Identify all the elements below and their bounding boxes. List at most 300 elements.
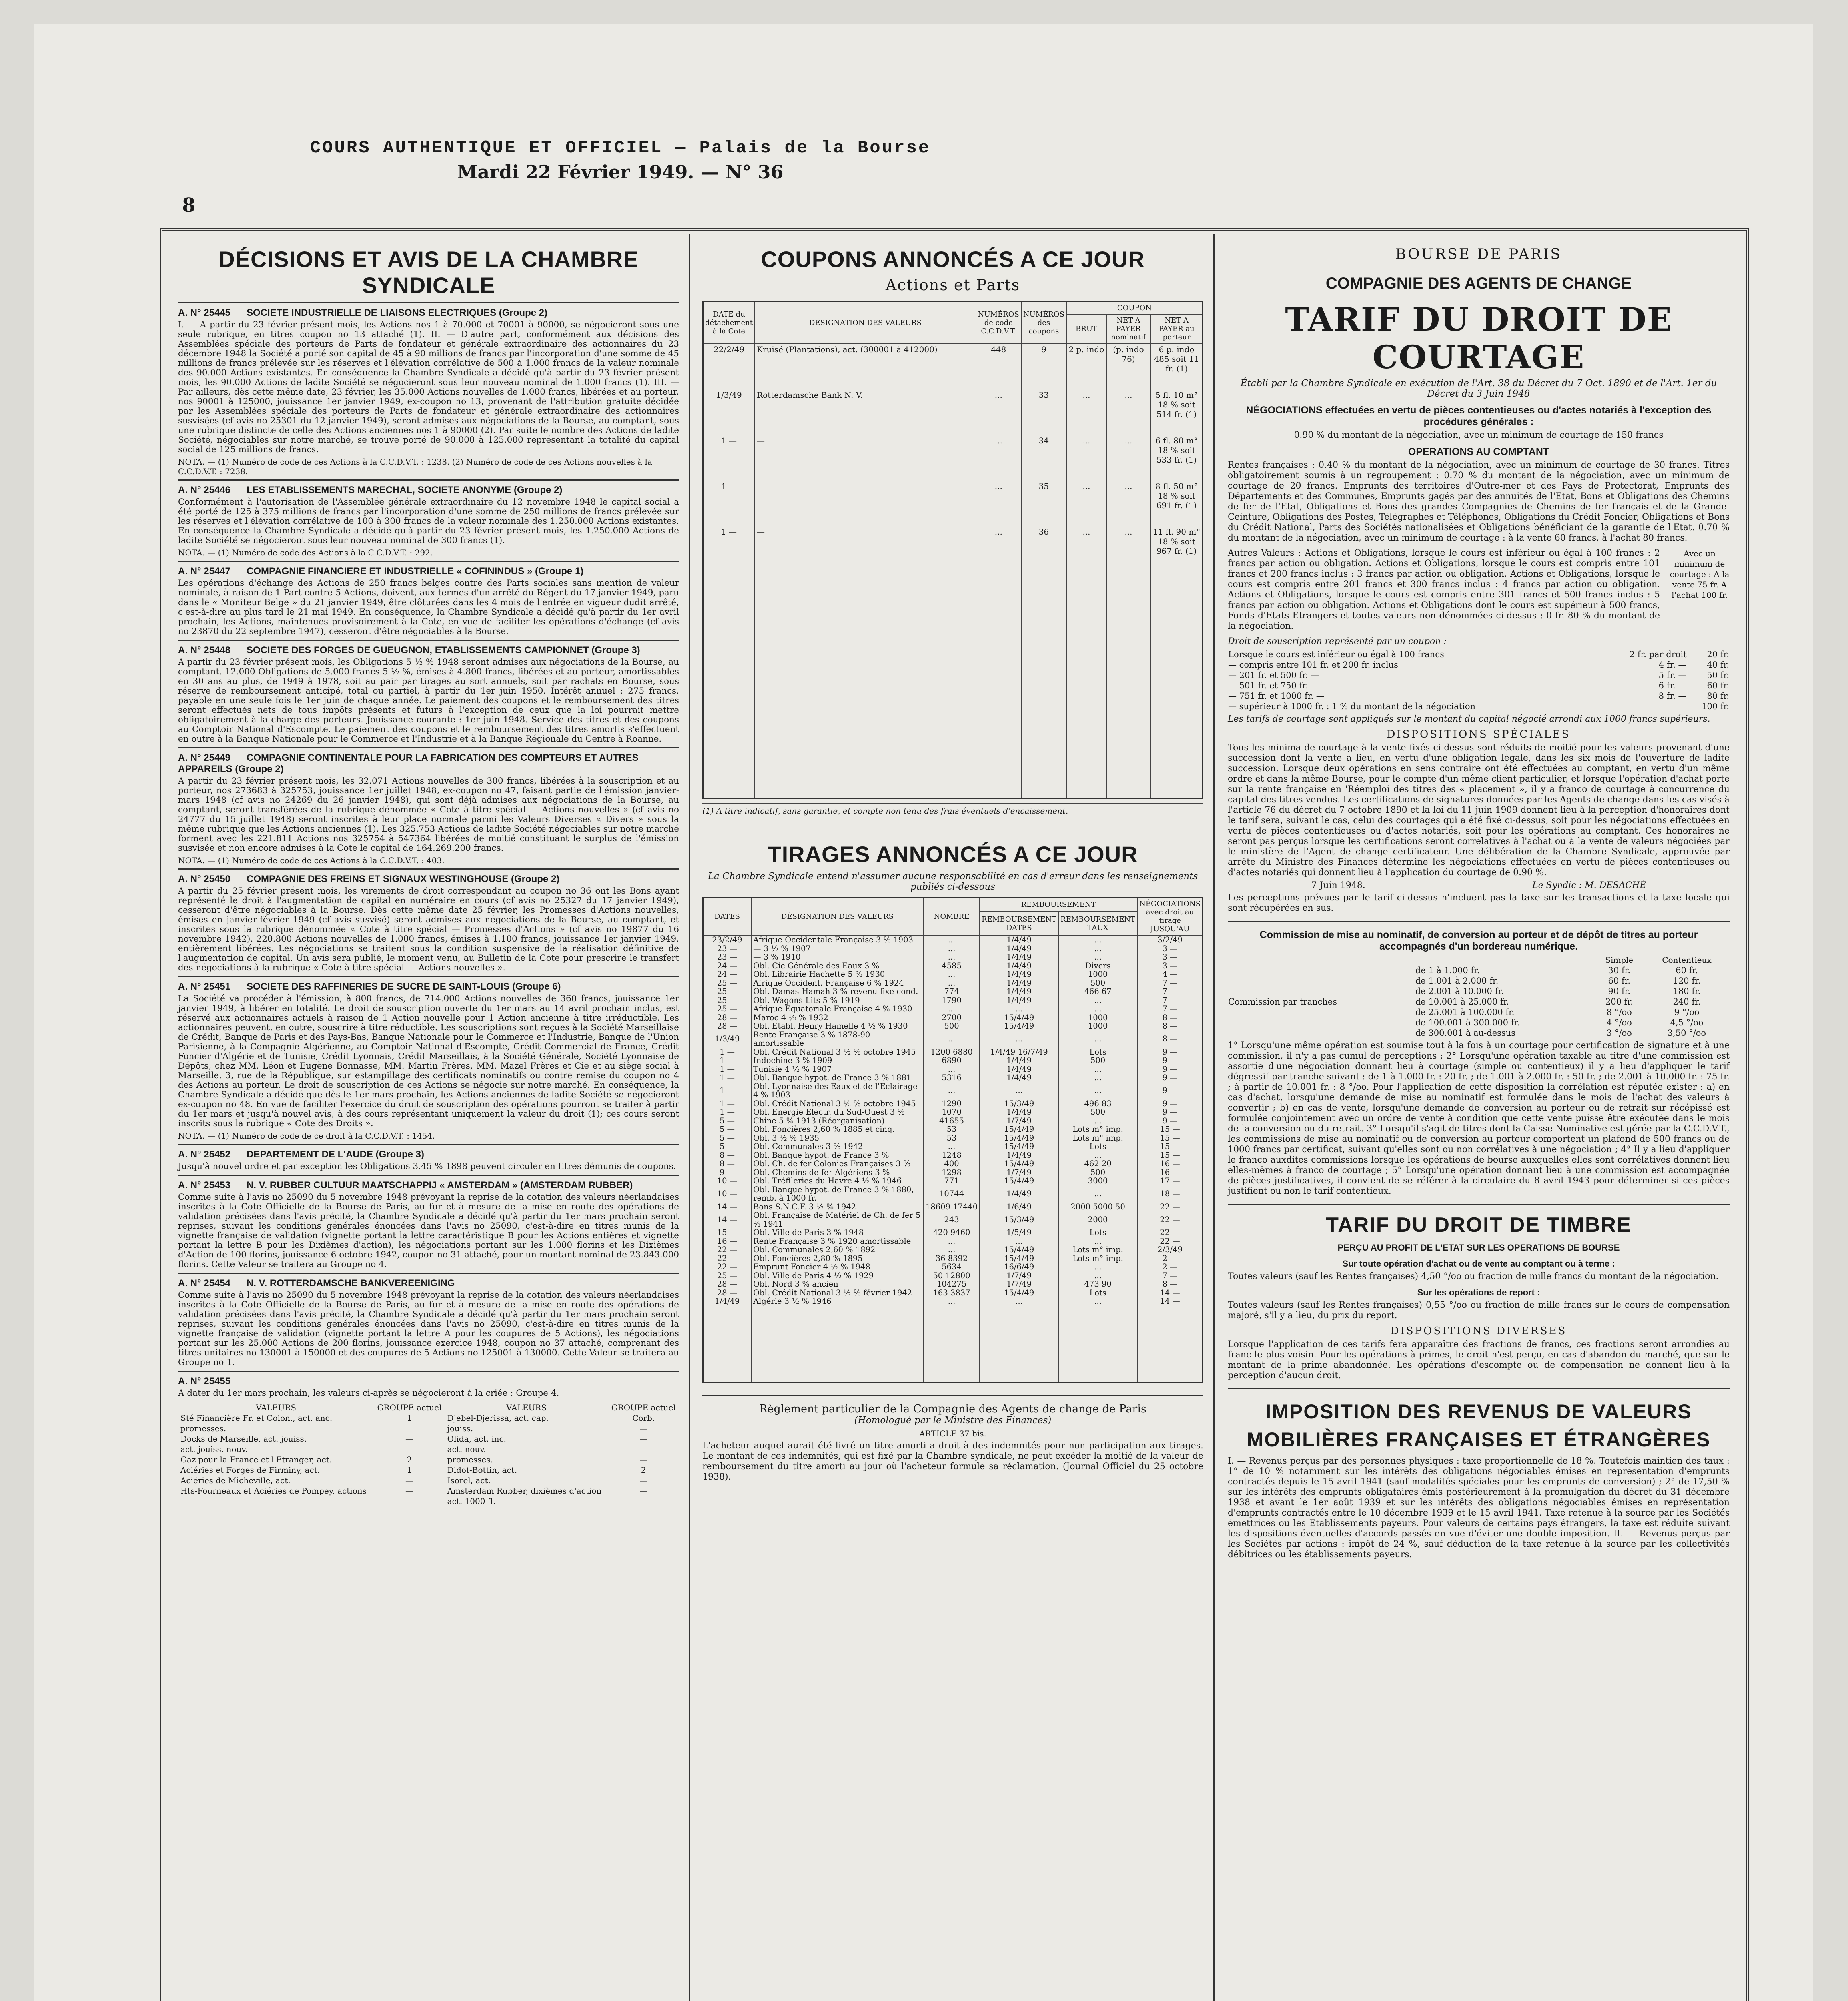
table-cell: Obl. Communales 2,60 % 1892 [751, 1245, 924, 1254]
timbre-heading-2: Sur les opérations de report : [1417, 1287, 1540, 1297]
table-row [1228, 996, 1730, 1007]
table-cell: 2000 5000 50 [1058, 1203, 1137, 1211]
table-row [1228, 986, 1730, 996]
table-cell: Obl. Wagons-Lits 5 % 1919 [751, 996, 924, 1005]
table-cell: 25 — [703, 987, 752, 996]
table-cell: 25 — [703, 1271, 752, 1280]
table-cell: 2 p. indo [1066, 343, 1106, 389]
table-cell: 7 — [1137, 1271, 1203, 1280]
negociations-heading: NÉGOCIATIONS effectuées en vertu de pièces contentieuses ou d'actes notariés à l'exception des procédures générales : [1246, 405, 1712, 427]
table-cell: 473 90 [1058, 1280, 1137, 1289]
commission-heading: Commission de mise au nominatif, de conversion au porteur et de dépôt de titres au porteur accompagnés d'un bordereau numérique. [1259, 929, 1698, 952]
avis-note: NOTA. — (1) Numéro de code de ces Actions à la C.C.D.V.T. : 1238. (2) Numéro de code de ces Actions nouvelles à la C.C.D.V.T. : 7238. [178, 457, 652, 476]
table-cell: 28 — [703, 1289, 752, 1297]
autres-valeurs-text: Autres Valeurs : Actions et Obligations, lorsque le cours est inférieur ou égal à 100 francs : 2 francs par action ou obligation. Actions et Obligations, lorsque le cours est compris entre 101 francs et 200 francs inclus : 3 francs par action ou obligation. Actions et Obligations, lorsque le cours est compris entre 201 francs et 300 francs inclus : 4 francs par action ou obligation. Actions et Obligations, lorsque le cours est compris entre 301 francs et 500 francs inclus : 5 francs par action ou obligation. Actions et Obligations dont le cours est supérieur à 500 francs, Fonds d'Etats Etrangers et toutes valeurs non dénommées ci-dessus : 0 fr. 80 % du montant de la négociation. [1228, 548, 1660, 631]
table-cell: 11 fl. 90 m° 18 % soit 967 fr. (1) [1150, 526, 1203, 572]
table-cell: 1 [407, 1465, 412, 1475]
table-cell: ... [1058, 996, 1137, 1005]
table-cell: act. nouv. [447, 1444, 486, 1454]
table-cell: 10 — [703, 1177, 752, 1185]
table-cell: Obl. Librairie Hachette 5 % 1930 [751, 970, 924, 979]
avis-header [178, 307, 679, 319]
avis-body: A partir du 25 février présent mois, les virements de droit correspondant au coupon no 36 ont les Bons ayant représenté le droit à l'augmentation de capital en numéraire en cours (cf avis no 25327 du 17 janvier 1949), cesseront d'être négociables à la Bourse. Dès cette même date 25 février, les Promesses d'Actions nouvelles, émises en janvier-février 1949 (cf avis susvisé) seront admises aux négociations de la Bourse, au comptant, et inscrites sous la rubrique dénommée « Cote à titre spécial — Promesses d'Actions » (cf avis no 19877 du 16 novembre 1942). 220.800 Actions nouvelles de 1.000 francs, émises à 1.100 francs, jouissance 1er janvier 1949, entièrement libérées. Les négociations se traitent sous la condition suspensive de la réalisation définitive de l'augmentation de capital. Un avis sera publié, le moment venu, au Bulletin de la Cote pour prescrire le transfert des négociations à la rubrique « Cote à titre spécial — Actions nouvelles ». [178, 886, 679, 973]
table-cell: 9 — [1137, 1048, 1203, 1057]
table-cell: 1/4/49 [980, 1108, 1058, 1117]
table-row [703, 1185, 1203, 1203]
avis-company: SOCIETE INDUSTRIELLE DE LIAISONS ELECTRIQUES (Groupe 2) [247, 307, 548, 318]
table-cell: Corb. [632, 1413, 655, 1423]
table-cell: 163 3837 [924, 1289, 980, 1297]
group-table [178, 1402, 679, 1506]
avis-item [178, 640, 679, 747]
tirages-title: TIRAGES ANNONCÉS A CE JOUR [768, 842, 1138, 867]
table-cell: — [405, 1486, 413, 1496]
table-cell: 3 — [1137, 962, 1203, 970]
table-row [178, 1454, 679, 1465]
table-cell: 15 — [1137, 1142, 1203, 1151]
droit-table [1228, 649, 1730, 712]
table-row [703, 979, 1203, 988]
commission-col-simple: Simple [1605, 955, 1634, 965]
avis-body: Comme suite à l'avis no 25090 du 5 novembre 1948 prévoyant la reprise de la cotation des valeurs néerlandaises inscrites à la Cote Officielle de la Bourse de Paris, au fur et à mesure de la mise en route des opérations de validation précisées dans l'avis précité, la Chambre Syndicale a décidé qu'à partir du 1er mars prochain seront reprises, suivant les conditions générales énoncées dans l'avis no 25090, c'est-à-dire en titres munis de la vignette française de validation (vignette portant la lettre A pour les coupures de 5 Actions), les négociations portant sur les 25.000 Actions de 200 florins, jouissance exercice 1948, coupon no 37 attaché, comprenant des titres unitaires no 130001 à 150000 et des coupures de 5 Actions no 125001 à 130000. Cette Valeur se traitera au Groupe no 1. [178, 1290, 679, 1367]
table-cell: ... [1058, 1297, 1137, 1306]
table-cell: 1/3/49 [703, 1031, 752, 1048]
avis-item [178, 1371, 679, 1402]
table-cell: 4 — [1137, 970, 1203, 979]
operations-text: Rentes françaises : 0.40 % du montant de la négociation, avec un minimum de courtage de 30 francs. Titres obligatoirement soumis à un regroupement : 0.70 % du montant de la négociation, avec un minimum de courtage de 20 francs. Emprunts des territoires d'Outre-mer et des Pays de Protectorat, Emprunts des Départements et des Communes, Emprunts gagés par des annuités de l'Etat, Bons et Obligations des Chemins de fer de l'Etat, Obligations et Bons des grandes Compagnies de Chemins de fer français et de la Grande-Ceinture, Obligations des Postes, Télégraphes et Téléphones, Obligations du Crédit Foncier, Obligations et Bons du Crédit National, Parts des Sociétés nationalisées et Obligations bénéficiant de la garantie de l'Etat. 0.70 % du montant de la négociation, avec un minimum de courtage : à la vente 60 francs, à l'achat 80 francs. [1228, 460, 1730, 543]
table-cell: Obl. Damas-Hamah 3 % revenu fixe cond. [751, 987, 924, 996]
table-cell: 771 [924, 1177, 980, 1185]
table-cell [1600, 701, 1687, 712]
table-cell: 500 [1058, 1108, 1137, 1117]
table-cell: 1790 [924, 996, 980, 1005]
table-cell: ... [924, 1142, 980, 1151]
table-cell: 3000 [1058, 1177, 1137, 1185]
coupons-table [702, 301, 1203, 799]
avis-body: Conformément à l'autorisation de l'Assemblée générale extraordinaire du 12 novembre 1948 le capital social a été porté de 125 à 375 millions de francs par l'incorporation d'une somme de 250 millions de francs prélevée sur les réserves et l'élévation corrélative de 100 à 300 francs de la valeur nominale des 1.250.000 Actions existantes. En conséquence la Chambre Syndicale a décidé qu'à partir du 23 février présent mois, les 1.250.000 Actions de ladite Société se négocieront sous leur nouveau nominal de 300 francs (1). [178, 497, 679, 545]
table-cell: Obl. Banque hypot. de France 3 % 1880, remb. à 1000 fr. [751, 1185, 924, 1203]
table-cell: 18 — [1137, 1185, 1203, 1203]
table-cell: Gaz pour la France et l'Etranger, act. [180, 1455, 332, 1464]
avis-header [178, 485, 679, 496]
table-cell: de 1.001 à 2.000 fr. [1415, 976, 1499, 986]
avis-number: A. N° 25446 [178, 485, 231, 495]
table-cell: Lots m° imp. [1058, 1245, 1137, 1254]
table-cell: 90 fr. [1608, 986, 1631, 996]
table-cell: ... [1058, 1005, 1137, 1013]
tirages-table [702, 897, 1203, 1383]
avis-header [178, 1149, 679, 1160]
table-cell: 1000 [1058, 970, 1137, 979]
table-cell: 9 — [1137, 1056, 1203, 1065]
avis-body: A partir du 23 février présent mois, les 32.071 Actions nouvelles de 300 francs, libérées à la souscription et au porteur, nos 273683 à 325753, jouissance 1er juillet 1948, ex-coupon no 47, faisant partie de l'émission janvier-mars 1948 (cf avis no 24269 du 26 janvier 1948), qui sont déjà admises aux négociations de la Bourse, au comptant, seront transférées de la rubrique dénommée « Cote à titre spécial — Actions nouvelles » (cf avis no 24777 du 15 juillet 1948) seront inscrites à leur place normale parmi les Valeurs Diverses « Divers » sous la même rubrique que les Actions anciennes (1). Les 325.753 Actions de ladite Société négociables sur notre marché forment avec les 221.811 Actions nos 325754 à 547364 libérées de moitié constituant le surplus de l'émission susvisée et non encore admises à la Cote le capital de 164.269.200 francs. [178, 776, 679, 853]
table-cell: Obl. Banque hypot. de France 3 % [751, 1151, 924, 1160]
table-row [703, 1125, 1203, 1134]
table-cell: ... [1058, 1185, 1137, 1203]
table-cell: — [639, 1496, 648, 1506]
table-cell: 15/4/49 [980, 1125, 1058, 1134]
avis-header [178, 1278, 679, 1289]
table-cell: Docks de Marseille, act. jouiss. [180, 1434, 307, 1444]
table-cell: Lorsque le cours est inférieur ou égal à 100 francs [1228, 650, 1444, 659]
table-cell: 8 fl. 50 m° 18 % soit 691 fr. (1) [1150, 481, 1203, 526]
table-cell: — 3 % 1910 [751, 953, 924, 962]
avis-item [178, 302, 679, 479]
table-cell: 22 — [1137, 1237, 1203, 1246]
table-row [178, 1423, 679, 1434]
table-cell: Amsterdam Rubber, dixièmes d'action [447, 1486, 602, 1496]
tirages-col-negociations: NÉGOCIATIONS avec droit au tirage JUSQU'AU [1137, 898, 1203, 936]
table-cell: ... [924, 1237, 980, 1246]
table-cell: 1 — [703, 1099, 752, 1108]
table-cell: 17 — [1137, 1177, 1203, 1185]
table-cell: Rente Française 3 % 1920 amortissable [751, 1237, 924, 1246]
diverses-text: Lorsque l'application de ces tarifs fera apparaître des fractions de francs, ces fractions seront arrondies au franc le plus voisin. Pour les opérations à primes, le droit n'est perçu, en cas d'abandon du marché, que sur le montant de la prime abandonnée. Les opérations d'escompte ou de compensation ne donnent lieu à la perception d'aucun droit. [1228, 1339, 1730, 1381]
table-cell: Divers [1058, 962, 1137, 970]
tirages-col-rb-dates: REMBOURSEMENT DATES [980, 912, 1058, 935]
table-cell: 6 fl. 80 m° 18 % soit 533 fr. (1) [1150, 435, 1203, 481]
avis-company: DEPARTEMENT DE L'AUDE (Groupe 3) [247, 1149, 424, 1160]
table-cell: Lots [1058, 1228, 1137, 1237]
table-cell: 2 fr. par droit [1629, 650, 1687, 659]
table-cell: 25 — [703, 979, 752, 988]
table-cell: Obl. Communales 3 % 1942 [751, 1142, 924, 1151]
table-row [178, 1413, 679, 1423]
table-cell: 448 [976, 343, 1021, 389]
table-cell: Algérie 3 ½ % 1946 [751, 1297, 924, 1306]
table-cell: Obl. Tréfileries du Havre 4 ½ % 1946 [751, 1177, 924, 1185]
table-row [1228, 660, 1730, 670]
reglement-title: Règlement particulier de la Compagnie des Agents de change de Paris [759, 1402, 1146, 1415]
timbre-text-2: Toutes valeurs (sauf les Rentes françaises) 0,55 °/oo ou fraction de mille francs sur le cours de compensation majoré, s'il y a lieu, du prix du report. [1228, 1300, 1730, 1321]
avis-item [178, 868, 679, 976]
table-cell: Tunisie 4 ½ % 1907 [751, 1065, 924, 1074]
table-cell: ... [1058, 935, 1137, 944]
table-cell: 120 fr. [1673, 976, 1701, 986]
table-cell: 200 fr. [1605, 997, 1633, 1007]
table-cell: 1/7/49 [980, 1117, 1058, 1125]
table-cell: 8 — [703, 1159, 752, 1168]
table-cell: Obl. Crédit National 3 ½ % octobre 1945 [751, 1048, 924, 1057]
table-cell: 1/4/49 [980, 953, 1058, 962]
avis-header [178, 566, 679, 577]
table-cell: 1 — [703, 1108, 752, 1117]
table-cell: 1/4/49 [980, 987, 1058, 996]
table-cell: 5 fr. — [1658, 670, 1687, 680]
avis-company: LES ETABLISSEMENTS MARECHAL, SOCIETE ANONYME (Groupe 2) [247, 485, 563, 495]
avis-body: I. — A partir du 23 février présent mois, les Actions nos 1 à 70.000 et 70001 à 90000, se négocieront sous une seule rubrique, en titres coupon no 13 attaché (1). II. — D'autre part, conformément aux décisions des Assemblées spéciale des porteurs de Parts de fondateur et générale extraordinaire des actionnaires du 23 décembre 1948 la Société a porté son capital de 45 à 90 millions de francs par l'incorporation d'une somme de 45 millions de francs prélevée sur les réserves et l'élévation corrélative de 500 à 1.000 francs de la valeur nominale des 90.000 Actions existantes. En conséquence la Chambre Syndicale a décidé qu'à partir du 23 février présent mois, les 90.000 Actions de ladite Société se négocieront sous leur nouveau nominal de 1.000 francs (1). III. — Par ailleurs, dès cette même date, 23 février, les 35.000 Actions nouvelles de 1.000 francs, libérées et au porteur, nos 90001 à 125000, jouissance 1er janvier 1949, ex-coupon no 13, provenant de l'attribution gratuite décidée par les Assemblées spéciale des porteurs de Parts de fondateur et générale extraordinaire des actionnaires susvisées (cf avis no 25301 du 12 janvier 1949), seront admises aux négociations de la Bourse, au comptant, sous une rubrique distincte de celle des Actions anciennes nos 1 à 90000 (2). Par suite le nombre des Actions de ladite Société, négociables sur notre marché, se trouve porté de 90.000 à 125.000 représentant la totalité du capital social de 125 millions de francs. [178, 320, 679, 455]
table-cell: 10 — [703, 1185, 752, 1203]
table-cell: 53 [924, 1125, 980, 1134]
avis-number: A. N° 25453 [178, 1180, 231, 1191]
table-cell: 34 [1021, 435, 1066, 481]
table-cell: 1248 [924, 1151, 980, 1160]
table-cell: 3/2/49 [1137, 935, 1203, 944]
group-col-header: VALEURS [506, 1403, 547, 1412]
table-cell: Aciéries de Micheville, act. [180, 1476, 291, 1485]
table-cell: 22 — [703, 1245, 752, 1254]
table-cell: 22 — [1137, 1203, 1203, 1211]
table-cell: 16 — [1137, 1159, 1203, 1168]
table-cell: 9 °/oo [1674, 1007, 1700, 1017]
coupons-title: COUPONS ANNONCÉS A CE JOUR [761, 247, 1145, 272]
table-cell: Isorel, act. [447, 1476, 491, 1485]
table-cell: 2000 [1058, 1211, 1137, 1228]
table-row [1228, 670, 1730, 680]
table-row [703, 1134, 1203, 1143]
avis-item [178, 1144, 679, 1175]
table-cell: Emprunt Foncier 4 ½ % 1948 [751, 1263, 924, 1271]
table-cell: 6 p. indo 485 soit 11 fr. (1) [1150, 343, 1203, 389]
tirages-col-dates: DATES [703, 898, 752, 936]
table-row [703, 1142, 1203, 1151]
table-cell: 243 [924, 1211, 980, 1228]
diverses-heading: DISPOSITIONS DIVERSES [1390, 1325, 1567, 1337]
table-cell: 16 — [703, 1237, 752, 1246]
avis-company: N. V. RUBBER CULTUUR MAATSCHAPPIJ « AMSTERDAM » (AMSTERDAM RUBBER) [247, 1180, 633, 1191]
coupons-col-nominatif: NET A PAYER nominatif [1106, 314, 1150, 343]
table-row [703, 481, 1203, 526]
table-cell: 500 [1058, 1168, 1137, 1177]
table-cell: Obl. Lyonnaise des Eaux et de l'Eclairage 4 % 1903 [751, 1082, 924, 1099]
avis-body: Les opérations d'échange des Actions de 250 francs belges contre des Parts sociales sans mention de valeur nominale, à raison de 1 Part contre 5 Actions, doivent, aux termes d'un arrêté du Régent du 17 janvier 1949, paru dans le « Moniteur Belge » du 21 janvier 1949, être clôturées dans les 4 mois de l'entrée en vigueur dudit arrêté, c'est-à-dire au plus tard le 21 mai 1949. En conséquence, la Chambre Syndicale a décidé qu'à partir du 1er avril prochain, les Actions, maintenues provisoirement à la Cote, en vue de faciliter les opérations d'échange (cf avis no 23870 du 22 septembre 1947), cesseront d'être négociables à la Bourse. [178, 578, 679, 636]
table-cell: 14 — [703, 1211, 752, 1228]
table-row [703, 987, 1203, 996]
table-row [703, 1254, 1203, 1263]
table-cell: 9 — [1137, 1108, 1203, 1117]
table-cell: 24 — [703, 970, 752, 979]
table-cell: Djebel-Djerissa, act. cap. [447, 1413, 549, 1423]
avis-number: A. N° 25447 [178, 566, 231, 577]
table-cell: 8 — [1137, 1031, 1203, 1048]
table-cell: — [639, 1486, 648, 1496]
table-row [703, 1065, 1203, 1074]
table-cell: 1/4/49 [980, 962, 1058, 970]
table-cell: 9 — [1137, 1117, 1203, 1125]
table-cell: ... [1058, 1117, 1137, 1125]
table-cell: 9 — [1137, 1065, 1203, 1074]
table-cell: Didot-Bottin, act. [447, 1465, 517, 1475]
table-cell: — 201 fr. et 500 fr. — [1228, 670, 1319, 680]
table-cell: 1/4/49 16/7/49 [980, 1048, 1058, 1057]
reglement-subtitle: (Homologué par le Ministre des Finances) [854, 1415, 1052, 1426]
table-cell: 15/3/49 [980, 1099, 1058, 1108]
table-cell: 8 fr. — [1658, 691, 1687, 701]
table-cell: — [639, 1455, 648, 1464]
table-cell: — [639, 1434, 648, 1444]
coupons-footnote: (1) A titre indicatif, sans garantie, et compte non tenu des frais éventuels d'encaissement. [702, 803, 1203, 816]
avis-item [178, 747, 679, 868]
commission-table [1228, 955, 1730, 1038]
avis-body: A dater du 1er mars prochain, les valeurs ci-après se négocieront à la criée : Groupe 4. [178, 1388, 559, 1398]
avis-number: A. N° 25452 [178, 1149, 231, 1160]
avis-list [178, 302, 679, 1402]
table-cell: 36 [1021, 526, 1066, 572]
table-cell: 3 — [1137, 944, 1203, 953]
table-cell: — supérieur à 1000 fr. : 1 % du montant de la négociation [1228, 702, 1475, 711]
table-cell: 1298 [924, 1168, 980, 1177]
table-cell: 1/6/49 [980, 1203, 1058, 1211]
tirages-col-remboursement: REMBOURSEMENT [980, 898, 1137, 912]
table-cell: 500 [1058, 1056, 1137, 1065]
table-cell: ... [980, 1082, 1058, 1099]
table-cell: 15/4/49 [980, 1159, 1058, 1168]
table-cell: — [639, 1444, 648, 1454]
table-row [1228, 965, 1730, 976]
table-cell: Obl. Cie Générale des Eaux 3 % [751, 962, 924, 970]
avis-number: A. N° 25450 [178, 874, 231, 884]
table-cell: 25 — [703, 996, 752, 1005]
table-cell: 5 — [703, 1134, 752, 1143]
table-cell: Lots [1058, 1289, 1137, 1297]
table-cell: 22/2/49 [703, 343, 755, 389]
table-row [178, 1444, 679, 1454]
table-cell: 9 — [1137, 1082, 1203, 1099]
avis-company: N. V. ROTTERDAMSCHE BANKVEREENIGING [247, 1278, 455, 1289]
table-cell: 5 — [703, 1117, 752, 1125]
imposition-text: I. — Revenus perçus par des personnes physiques : taxe proportionnelle de 18 %. Toutefois maintien des taux : 1° de 10 % notamment sur les intérêts des obligations négociables émises en représentation d'emprunts contractés depuis le 15 avril 1941 (sauf modalités spéciales pour les emprunts de conversion) ; 2° de 17,50 % sur les intérêts des emprunts obligataires émis postérieurement à la promulgation du décret du 31 décembre 1938 et avant le 1er août 1939 et sur les intérêts des obligations négociables émises en représentation d'emprunts contractés entre le 10 décembre 1939 et le 15 avril 1941. Taxe retenue à la source par les Sociétés émettrices ou les Etablissements payeurs. Pour valeurs de certains pays étrangers, la taxe est réduite suivant les dispositions éventuelles d'accords passés en vue d'éviter une double imposition. II. — Revenus perçus par les Sociétés par actions : impôt de 24 %, sauf déduction de la taxe retenue à la source par les collectivités débitrices ou les établissements payeurs. [1228, 1456, 1730, 1560]
table-cell: ... [924, 1031, 980, 1048]
page-header [120, 138, 1120, 183]
table-row [703, 1168, 1203, 1177]
table-cell [374, 1496, 445, 1506]
table-cell: ... [924, 1005, 980, 1013]
table-cell: ... [1058, 1073, 1137, 1082]
table-cell: 15/3/49 [980, 1211, 1058, 1228]
avis-item [178, 1273, 679, 1371]
table-cell: ... [1058, 1271, 1137, 1280]
droit-heading: Droit de souscription représenté par un coupon : [1228, 636, 1447, 646]
table-cell: 7 — [1137, 987, 1203, 996]
tirages-col-rb-taux: REMBOURSEMENT TAUX [1058, 912, 1137, 935]
group-col-header: GROUPE actuel [611, 1403, 676, 1412]
table-cell: 240 fr. [1673, 997, 1701, 1007]
table-cell: — [639, 1476, 648, 1485]
table-cell: 80 fr. [1707, 691, 1729, 701]
table-cell: ... [1058, 1151, 1137, 1160]
bourse-heading: BOURSE DE PARIS [1395, 246, 1562, 263]
table-cell: de 300.001 à au-dessus [1415, 1028, 1515, 1038]
table-cell: 35 [1021, 481, 1066, 526]
table-cell: 15/4/49 [980, 1134, 1058, 1143]
table-cell: ... [976, 526, 1021, 572]
table-cell: 1 — [703, 1065, 752, 1074]
table-cell: 774 [924, 987, 980, 996]
table-row [1228, 1017, 1730, 1028]
coupons-col-porteur: NET A PAYER au porteur [1150, 314, 1203, 343]
table-cell: de 1 à 1.000 fr. [1415, 966, 1480, 975]
table-cell: 2 — [1137, 1254, 1203, 1263]
table-cell: Lots m° imp. [1058, 1134, 1137, 1143]
table-cell: 1 — [703, 481, 755, 526]
table-cell: ... [924, 1245, 980, 1254]
avis-number: A. N° 25445 [178, 307, 231, 318]
table-cell: Sté Financière Fr. et Colon., act. anc. [180, 1413, 333, 1423]
tirages-subtitle: La Chambre Syndicale entend n'assumer aucune responsabilité en cas d'erreur dans les renseignements publiés ci-dessous [708, 871, 1198, 892]
table-cell: 180 fr. [1673, 986, 1701, 996]
table-cell: Chine 5 % 1913 (Réorganisation) [751, 1117, 924, 1125]
table-cell: 14 — [703, 1203, 752, 1211]
table-cell: 7 — [1137, 1005, 1203, 1013]
table-cell: 462 20 [1058, 1159, 1137, 1168]
tarif-date: 7 Juin 1948. [1311, 880, 1365, 890]
table-cell: 25 — [703, 1005, 752, 1013]
table-cell: 420 9460 [924, 1228, 980, 1237]
column-tarifs [1217, 234, 1741, 2001]
table-cell: Obl. Ville de Paris 4 ½ % 1929 [751, 1271, 924, 1280]
avis-body: Comme suite à l'avis no 25090 du 5 novembre 1948 prévoyant la reprise de la cotation des valeurs néerlandaises inscrites à la Cote Officielle de la Bourse de Paris, au fur et à mesure de la mise en route des opérations de validation précisées dans l'avis précité, la Chambre Syndicale a décidé qu'à partir du 1er mars prochain seront reprises, suivant les conditions générales énoncées dans l'avis no 25090, c'est-à-dire en titres munis de la vignette française de validation (vignette portant la lettre caractéristique B pour les Actions entières et vignette portant la lettre B pour les Dixièmes d'action), les négociations portant sur les 1.000 florins et les Dixièmes d'Action de 100 florins, jouissance 6 octobre 1942, coupon no 31 attaché, pour un montant nominal de 23.843.000 florins. Cette Valeur se traitera au Groupe no 4. [178, 1192, 679, 1269]
table-cell: 30 fr. [1608, 966, 1631, 975]
table-row [703, 389, 1203, 435]
table-cell: ... [1106, 389, 1150, 435]
table-row [703, 1056, 1203, 1065]
table-cell: 1/4/49 [980, 935, 1058, 944]
coupons-col-code: NUMÉROS de code C.C.D.V.T. [976, 302, 1021, 344]
table-cell: 23/2/49 [703, 935, 752, 944]
avis-body: La Société va procéder à l'émission, à 800 francs, de 714.000 Actions nouvelles de 360 francs, jouissance 1er janvier 1949, à libérer en totalité. Le droit de souscription ouverte du 1er mars au 14 avril prochain inclus, est réservé aux actionnaires actuels à raison de 1 Action nouvelle pour 1 Action ancienne à titre irréductible. Les actionnaires peuvent, en outre, souscrire à titre réductible. Les souscriptions sont reçues à la Société Marseillaise de Crédit, Banque de Paris et des Pays-Bas, Banque Nationale pour le Commerce et l'Industrie, Banque de l'Union Parisienne, à la Compagnie Algérienne, au Comptoir National d'Escompte, Crédit Commercial de France, Crédit Foncier d'Algérie et de Tunisie, Crédit Lyonnais, Crédit Marseillais, à la Société Générale, Société Lyonnaise de Dépôts, chez MM. Léon et Eugène Bonnasse, MM. Martin Frères, MM. Mazel Frères et Cie et au siège social à Marseille, 3, rue de la République, sur estampillage des certificats nominatifs ou contre remise du coupon no 4 des Actions au porteur. Le droit de souscription de ces Actions se négocie sur notre marché. En conséquence, la Chambre Syndicale a décidé que dès le 1er mars prochain, les Actions anciennes de ladite Société se négocieront ex-coupon no 48. En vue de faciliter l'exercice du droit de souscription des opérations pourront se traiter à partir du 1er mars et jusqu'à nouvel avis, à des cours représentant uniquement la valeur du droit (1); ces cours seront inscrits sous la rubrique « Cote des Droits ». [178, 994, 679, 1129]
decisions-title: DÉCISIONS ET AVIS DE LA CHAMBRE SYNDICALE [218, 247, 639, 298]
timbre-text-1: Toutes valeurs (sauf les Rentes françaises) 4,50 °/oo ou fraction de mille francs du montant de la négociation. [1228, 1271, 1719, 1281]
table-cell: 15/4/49 [980, 1289, 1058, 1297]
table-row [703, 526, 1203, 572]
table-cell: 28 — [703, 1022, 752, 1031]
table-cell: — [755, 526, 976, 572]
avis-number: A. N° 25448 [178, 645, 231, 656]
table-cell: Obl. Crédit National 3 ½ % février 1942 [751, 1289, 924, 1297]
table-cell: ... [1106, 526, 1150, 572]
table-row-spacer [703, 1306, 1203, 1383]
table-cell: 3 — [1137, 953, 1203, 962]
table-cell: 4 fr. — [1658, 660, 1687, 670]
table-row [1228, 649, 1730, 660]
table-cell: 1 — [703, 1048, 752, 1057]
table-row [703, 1280, 1203, 1289]
table-cell: — compris entre 101 fr. et 200 fr. inclus [1228, 660, 1398, 670]
table-cell: promesses. [447, 1455, 493, 1464]
table-cell: 1 — [703, 526, 755, 572]
table-cell: Obl. Chemins de fer Algériens 3 % [751, 1168, 924, 1177]
table-cell: 1/4/49 [980, 1073, 1058, 1082]
table-cell: ... [1066, 389, 1106, 435]
table-cell: Afrique Occident. Française 6 % 1924 [751, 979, 924, 988]
table-cell: 5316 [924, 1073, 980, 1082]
table-cell: 4585 [924, 962, 980, 970]
table-cell: ... [1058, 1263, 1137, 1271]
coupons-subtitle: Actions et Parts [885, 276, 1020, 294]
table-cell: jouiss. [447, 1424, 473, 1433]
table-cell: 2 — [1137, 1263, 1203, 1271]
avis-body: Jusqu'à nouvel ordre et par exception les Obligations 3.45 % 1898 peuvent circuler en titres démunis de coupons. [178, 1161, 676, 1171]
table-cell: — [405, 1476, 413, 1485]
table-row [703, 343, 1203, 389]
table-cell [374, 1423, 445, 1434]
table-cell: 28 — [703, 1013, 752, 1022]
table-cell: 4 °/oo [1606, 1018, 1632, 1027]
commission-label: Commission par tranches [1228, 997, 1337, 1007]
table-cell: 1/4/49 [980, 996, 1058, 1005]
dispositions-text: Tous les minima de courtage à la vente fixés ci-dessus sont réduits de moitié pour les valeurs provenant d'une succession dont la vente a lieu, en vertu d'une obligation légale, dans les six mois de l'ouverture de ladite succession. Lorsque deux opérations en sens contraire ont été effectuées au comptant, en vertu d'un même ordre et dans la même Bourse, pour le compte d'un même client particulier, et lorsque l'opération d'achat porte sur la rente française en 'Réemploi des titres des « placement », il y a franco de courtage à concurrence du capital des titres vendus. Les certifications de signatures données par les Agents de change dans les cas visés à l'article 76 du décret du 7 octobre 1890 et la loi du 11 juin 1909 donnent lieu à la perception d'honoraires dont le tarif sera, suivant le cas, celui des courtages qui a été fixé ci-dessus, soit pour les négociations effectuées en vertu de pièces contentieuses ou d'actes notariés, soit pour les opérations au comptant. Ces honoraires ne seront pas perçus lorsque les certifications seront corrélatives à l'achat ou à la vente de valeurs négociées par le ministère de l'Agent de change certificateur. Une délibération de la Chambre Syndicale, approuvée par arrêté du Ministre des Finances détermine les négociations effectuées en vertu de pièces contentieuses ou d'actes notariés qui donnent lieu à l'application du courtage de 0.90 %. [1228, 743, 1730, 878]
table-cell: 500 [924, 1022, 980, 1031]
table-cell: 1/3/49 [703, 389, 755, 435]
table-cell: 15/4/49 [980, 1177, 1058, 1185]
table-row-spacer [703, 572, 1203, 798]
table-cell: ... [924, 1065, 980, 1074]
table-cell: 5 — [703, 1142, 752, 1151]
table-cell: 22 — [703, 1254, 752, 1263]
table-row [1228, 691, 1730, 701]
table-cell: de 10.001 à 25.000 fr. [1415, 997, 1509, 1007]
commission-col-contentieux: Contentieux [1662, 955, 1712, 965]
